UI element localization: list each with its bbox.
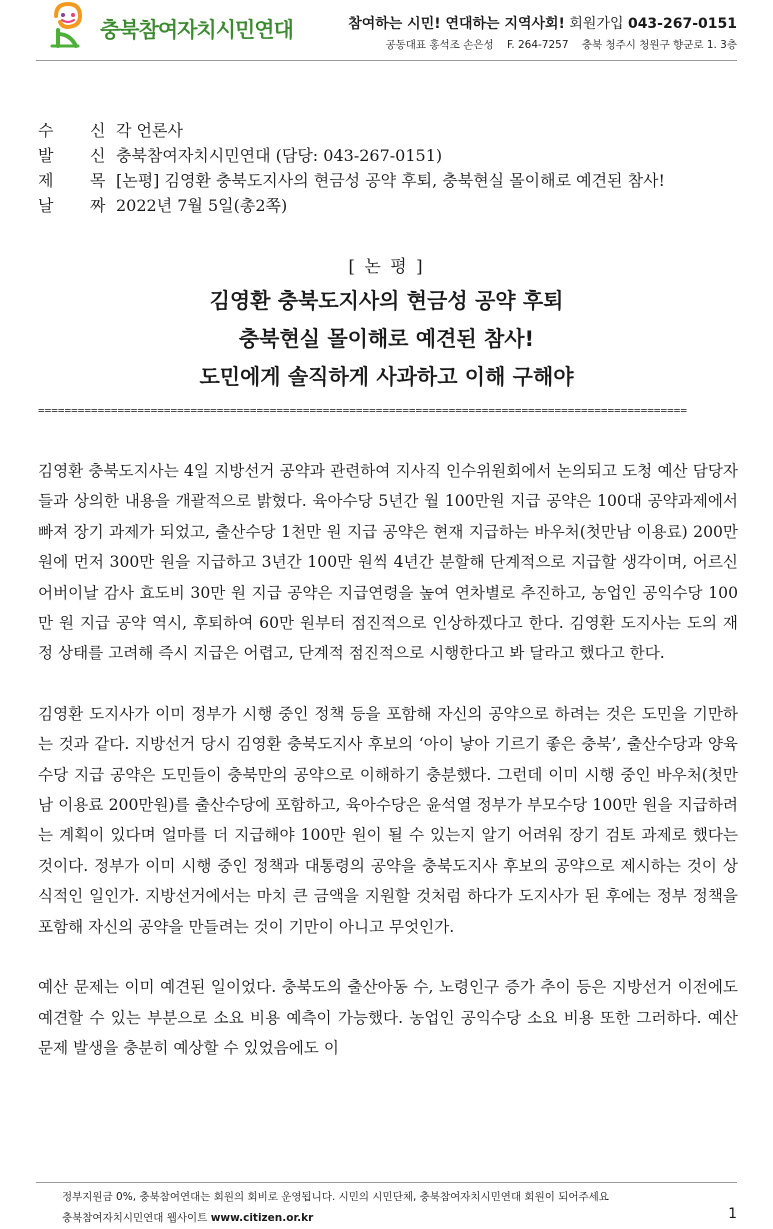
page-number: 1 — [728, 1206, 737, 1222]
meta-label: 신 — [90, 121, 106, 140]
meta-value: 각 언론사 — [116, 121, 183, 140]
meta-label: 발 — [38, 146, 54, 165]
website-link[interactable]: www.citizen.or.kr — [210, 1212, 314, 1224]
meta-label: 짜 — [90, 196, 106, 215]
organization-name: 충북참여자치시민연대 — [100, 18, 293, 42]
meta-label: 제 — [38, 171, 54, 190]
document-meta — [38, 118, 665, 218]
meta-label: 날 — [38, 196, 54, 215]
meta-subject — [38, 168, 665, 193]
fax-number: F. 264-7257 — [506, 39, 569, 51]
headline-line-2: 충북현실 몰이해로 예견된 참사! — [238, 327, 535, 351]
letterhead — [0, 0, 773, 62]
address-line — [386, 37, 738, 52]
meta-date — [38, 193, 665, 218]
footer-divider — [36, 1182, 737, 1183]
member-phone: 043-267-0151 — [627, 16, 737, 32]
body-paragraph: 예산 문제는 이미 예견된 일이었다. 충북도의 출산아동 수, 노령인구 증가 추이 등은 지방선거 이전에도 예견할 수 있는 부분으로 소요 비용 예측이 가능했다. 농업인 공익수당 소요 비용 또한 그러하다. 예산 문제 발생을 충분히 예상할 수 있었음에도 이 — [38, 978, 738, 1057]
meta-label: 목 — [90, 171, 106, 190]
meta-value: 2022년 7월 5일(총2쪽) — [116, 196, 288, 215]
header-divider — [36, 60, 737, 61]
representatives: 공동대표 홍석조 손은성 — [385, 39, 494, 51]
headline-line-3: 도민에게 솔직하게 사과하고 이해 구해야 — [199, 365, 574, 389]
title-block — [0, 252, 773, 396]
website-label: 충북참여자치시민연대 웹사이트 — [62, 1212, 208, 1224]
organization-logo — [48, 0, 88, 50]
member-label: 회원가입 — [569, 16, 624, 32]
headline-line-1: 김영환 충북도지사의 현금성 공약 후퇴 — [209, 289, 564, 313]
meta-recipient — [38, 118, 665, 143]
document-body — [38, 456, 738, 1093]
meta-value: [논평] 김영환 충북도지사의 현금성 공약 후퇴, 충북현실 몰이해로 예견된 참사! — [116, 171, 665, 190]
meta-value: 충북참여자치시민연대 (담당: 043-267-0151) — [116, 146, 443, 165]
document-type-tag: [ 논 평 ] — [348, 257, 425, 277]
slogan: 참여하는 시민! 연대하는 지역사회! — [348, 16, 565, 32]
title-separator: ================================================================================================== — [38, 404, 688, 417]
body-paragraph: 김영환 충북도지사는 4일 지방선거 공약과 관련하여 지사직 인수위원회에서 논의되고 도청 예산 담당자들과 상의한 내용을 개괄적으로 밝혔다. 육아수당 5년간 월 100만원 지급 공약은 100대 공약과제에서 빠져 장기 과제가 되었고, 출산수당 1천만 원 지급 공약은 현재 지급하는 바우처(첫만남 이용료) 200만 원에 먼저 300만 원을 지급하고 3년간 100만 원씩 4년간 분할해 단계적으로 지급할 생각이며, 어르신 어버이날 감사 효도비 30만 원 지급 공약은 지급연령을 높여 연차별로 추진하고, 농업인 공익수당 100만 원 지급 공약 역시, 후퇴하여 60만 원부터 점진적으로 인상하겠다고 한다. 김영환 도지사는 도의 재정 상태를 고려해 즉시 지급은 어렵고, 단계적 점진적으로 시행한다고 봐 달라고 했다고 한다. — [38, 462, 738, 663]
body-paragraph: 김영환 도지사가 이미 정부가 시행 중인 정책 등을 포함해 자신의 공약으로 하려는 것은 도민을 기만하는 것과 같다. 지방선거 당시 김영환 충북도지사 후보의 ‘아이 낳아 기르기 좋은 충북’, 출산수당과 양육수당 지급 공약은 도민들이 충북만의 공약으로 이해하기 충분했다. 그런데 이미 시행 중인 바우처(첫만남 이용료 200만원)를 출산수당에 포함하고, 육아수당은 윤석열 정부가 부모수당 100만 원을 지급하려는 계획이 있다며 얼마를 더 지급해야 100만 원이 될 수 있는지 알기 어려워 장기 검토 과제로 했다는 것이다. 정부가 이미 시행 중인 정책과 대통령의 공약을 충북도지사 후보의 공약으로 제시하는 것이 상식적인 일인가. 지방선거에서는 마치 큰 금액을 지원할 것처럼 하다가 도지사가 된 후에는 정부 정책을 포함해 자신의 공약을 만들려는 것이 기만이 아니고 무엇인가. — [38, 704, 738, 936]
footer-notice: 정부지원금 0%, 충북참여연대는 회원의 회비로 운영됩니다. 시민의 시민단체, 충북참여자치시민연대 회원이 되어주세요 — [62, 1191, 609, 1203]
street-address: 충북 청주시 청원구 향군로 1. 3층 — [581, 39, 737, 51]
meta-label: 신 — [90, 146, 106, 165]
slogan-line — [348, 13, 737, 33]
footer-website — [62, 1210, 313, 1225]
meta-label: 수 — [38, 121, 54, 140]
meta-sender — [38, 143, 665, 168]
